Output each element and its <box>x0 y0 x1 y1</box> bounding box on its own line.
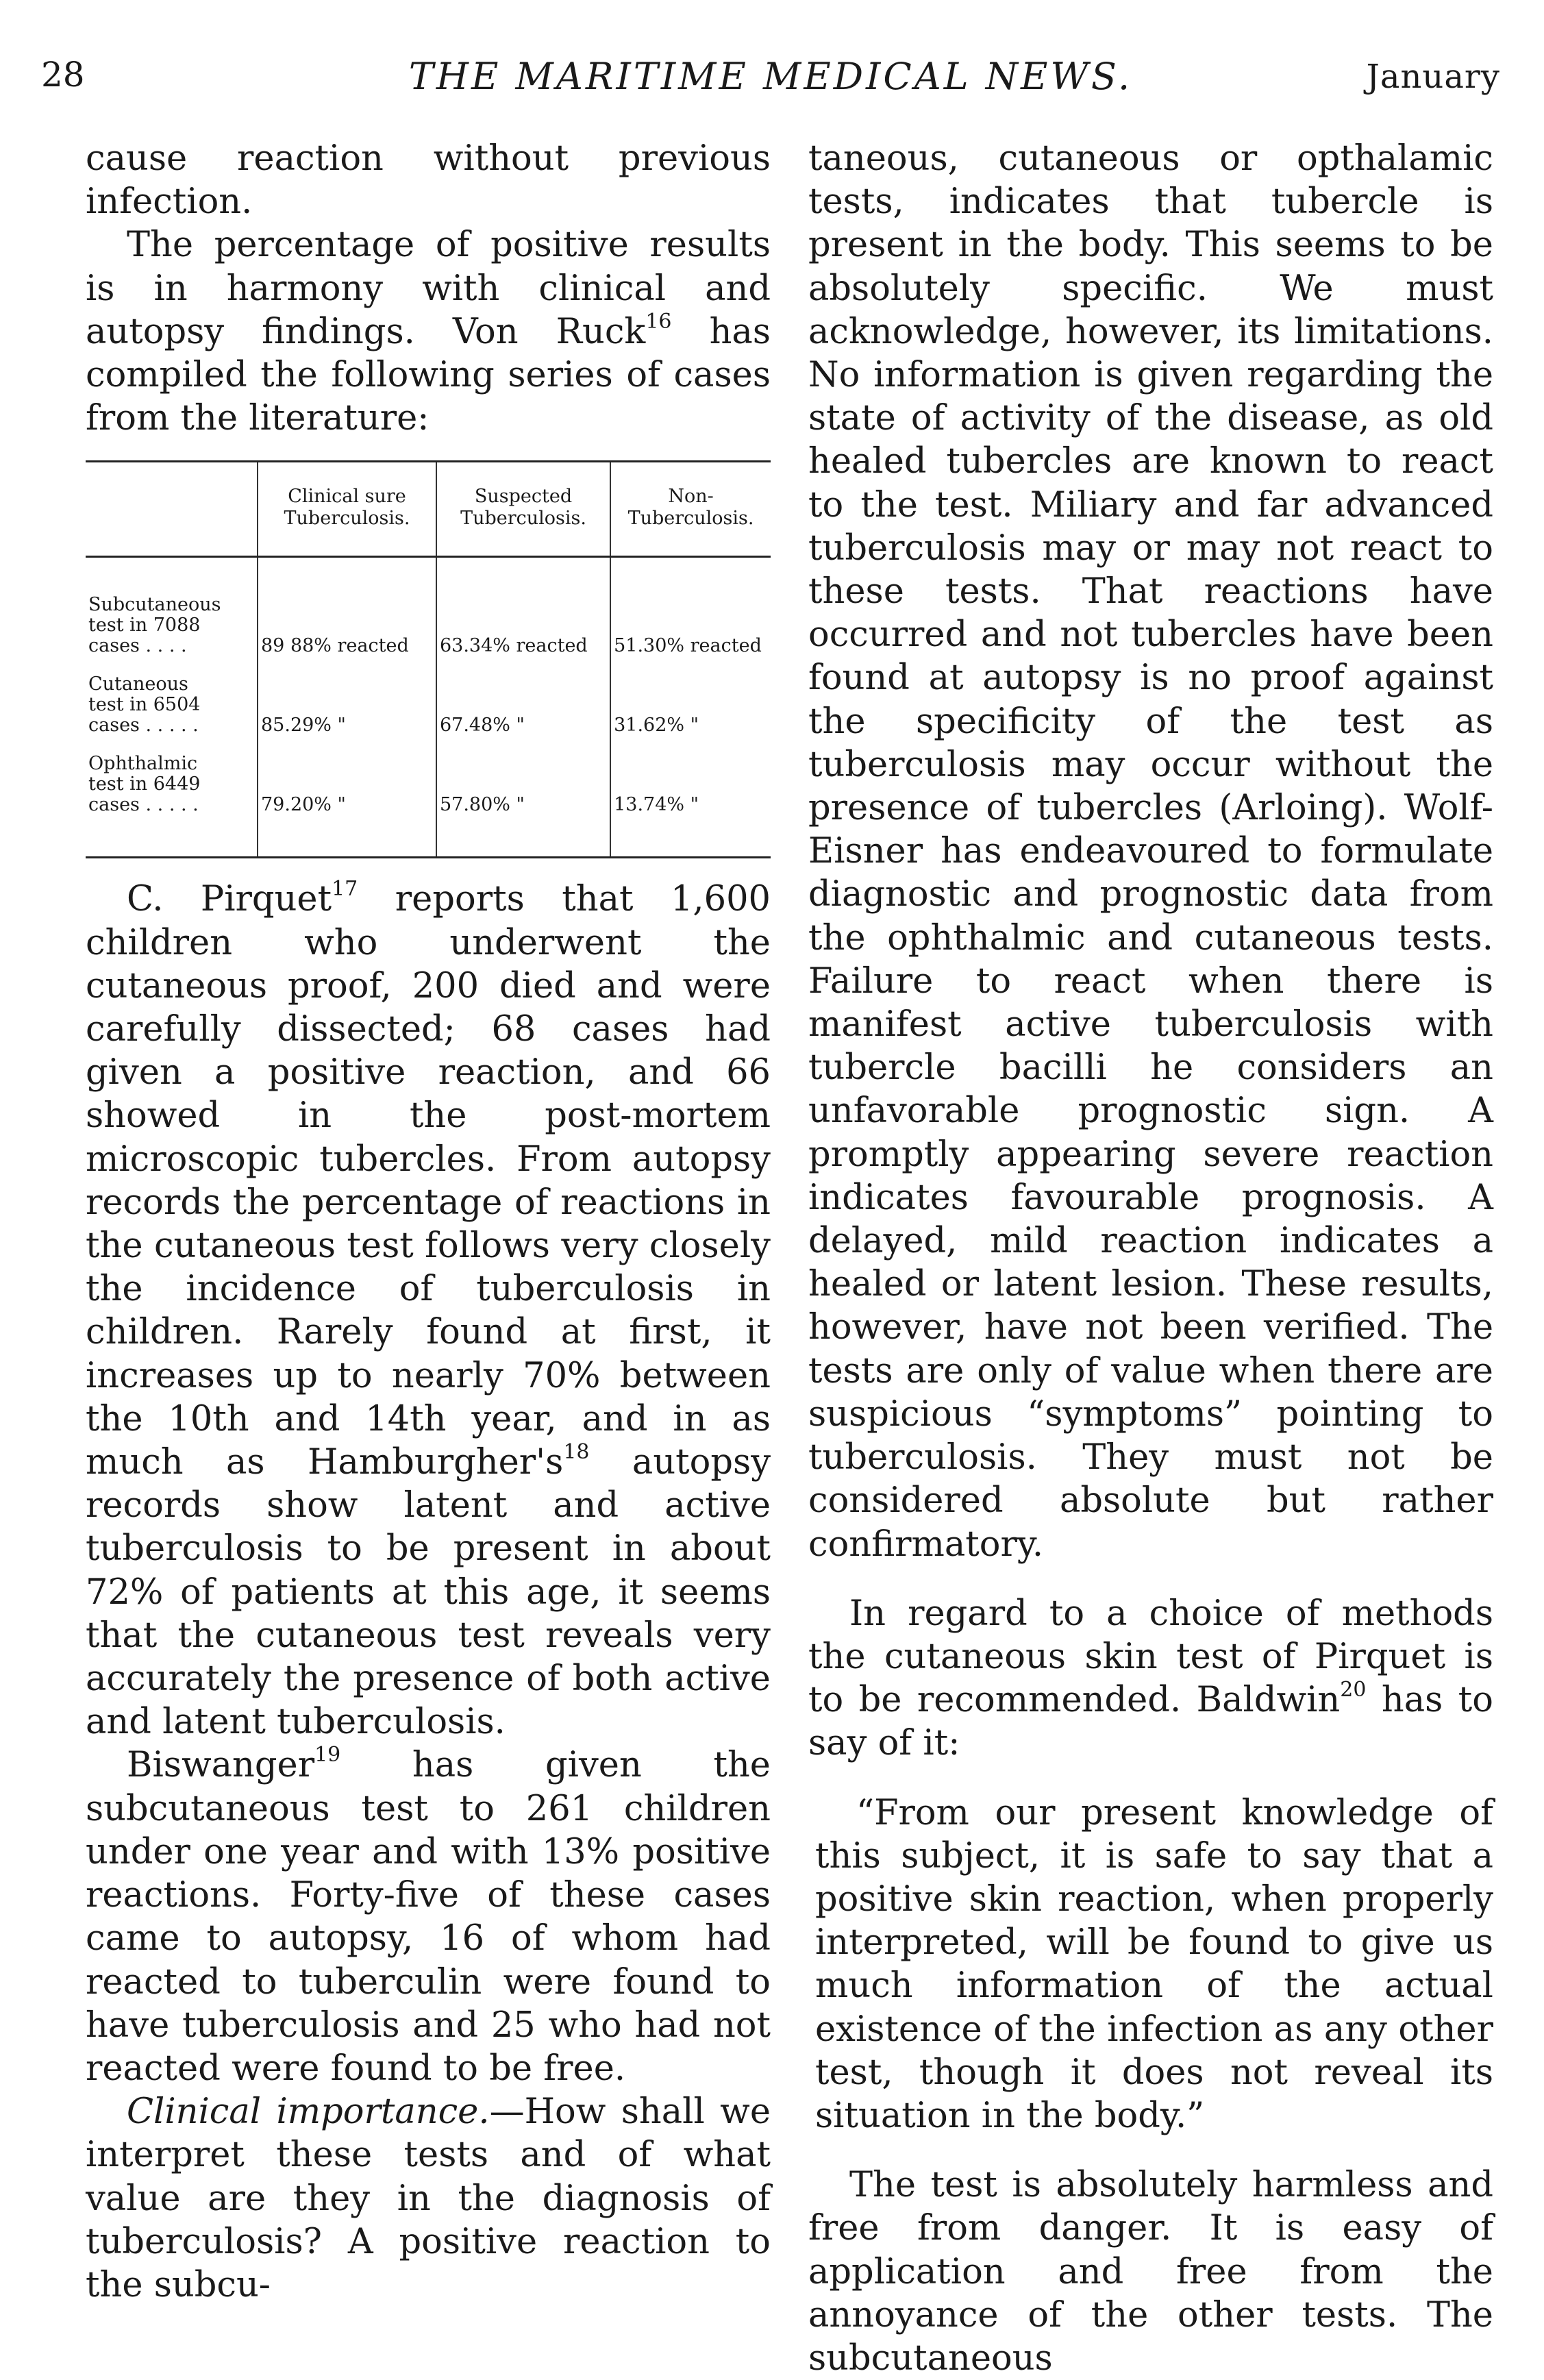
paragraph-text: autopsy records show latent and active tuberculosis to be present in about 72% of patients at this age, it seems that the cutaneous test reveals very accurately the presence of both active and latent tuberculosis. <box>86 1442 771 1743</box>
paragraph <box>808 1592 1493 1765</box>
table-row <box>86 662 771 741</box>
section-heading: Clinical importance. <box>127 2092 490 2133</box>
block-quote: “From our present knowledge of this subject, it is safe to say that a positive skin reaction, when properly interpreted, will be found to give us much information of the actual existence of the infection as any other test, though it does not reveal its situation in the body.” <box>815 1792 1493 2136</box>
footnote-ref: 20 <box>1340 1678 1367 1702</box>
paragraph-text: has compiled the following series of cases from the literature: <box>86 311 771 439</box>
left-column <box>86 137 771 2307</box>
page-header <box>41 55 1500 110</box>
paragraph-text: Biswanger <box>127 1745 315 1786</box>
table-header-row <box>86 462 771 557</box>
tuberculin-results-table <box>86 460 771 858</box>
table-cell: 67.48% " <box>436 662 610 741</box>
table-header-suspected: Suspected Tuberculosis. <box>436 462 610 557</box>
paragraph-text: has given the subcutaneous test to 261 children under one year and with 13% positive reactions. Forty-five of these cases came to autopsy, 16 of whom had reacted to tuberculin were found to have tuberculosis and 25 who had not reacted were found to be free. <box>86 1745 771 2089</box>
table-cell: 13.74% " <box>610 741 771 858</box>
table-cell: 31.62% " <box>610 662 771 741</box>
table-header-non-tuberculosis: Non-Tuberculosis. <box>610 462 771 557</box>
table-cell: 79.20% " <box>258 741 436 858</box>
row-label: Cutaneous test in 6504 cases . . . . . <box>88 673 201 736</box>
paragraph-text: C. Pirquet <box>127 879 332 920</box>
paragraph <box>86 878 771 1744</box>
table-cell: 89 88% reacted <box>258 557 436 662</box>
paragraph <box>86 2090 771 2307</box>
footnote-ref: 18 <box>563 1440 590 1465</box>
paragraph: The test is absolutely harmless and free from danger. It is easy of application and free from the annoyance of the other tests. The subcutaneous <box>808 2165 1493 2379</box>
paragraph-text: reports that 1,600 children who underwent the cutaneous proof, 200 died and were carefully dissected; 68 cases had given a positive reaction, and 66 showed in the post-mortem microscopic tubercles. From autopsy records the percentage of reactions in the cutaneous test follows very closely the incidence of tuberculosis in children. Rarely found at first, it increases up to nearly 70% between the 10th and 14th year, and in as much as Hamburgher's <box>86 879 771 1483</box>
journal-title: THE MARITIME MEDICAL NEWS. <box>408 55 1133 98</box>
table-row <box>86 557 771 662</box>
paragraph-text: —How shall we interpret these tests and of what value are they in the diagnosis of tuberculosis? A positive reaction to the subcu- <box>86 2092 771 2305</box>
table-cell: 51.30% reacted <box>610 557 771 662</box>
table-row <box>86 741 771 858</box>
table-header-empty <box>86 462 258 557</box>
footnote-ref: 19 <box>314 1743 341 1768</box>
table-cell: 63.34% reacted <box>436 557 610 662</box>
row-label: Subcutaneous test in 7088 cases . . . . <box>88 594 221 657</box>
table-header-clinical: Clinical sure Tuberculosis. <box>258 462 436 557</box>
right-column <box>808 137 1493 2380</box>
page-number: 28 <box>41 55 85 95</box>
paragraph <box>86 1744 771 2090</box>
footnote-ref: 17 <box>332 877 358 902</box>
table-cell: 85.29% " <box>258 662 436 741</box>
paragraph <box>86 223 771 440</box>
table-cell: 57.80% " <box>436 741 610 858</box>
paragraph: cause reaction without previous infection. <box>86 138 771 223</box>
row-label: Ophthalmic test in 6449 cases . . . . . <box>86 741 258 858</box>
paragraph-text: In regard to a choice of methods the cutaneous skin test of Pirquet is to be recommended. Baldwin <box>808 1593 1493 1721</box>
footnote-ref: 16 <box>645 309 672 334</box>
statistics-table-wrap <box>86 460 771 858</box>
paragraph-text: has to say of it: <box>808 1680 1493 1764</box>
paragraph: taneous, cutaneous or opthalamic tests, indicates that tubercle is present in the body. This seems to be absolutely specific. We must acknowledge, however, its limitations. No information is given regarding the state of activity of the disease, as old healed tubercles are known to react to the test. Miliary and far advanced tuberculosis may or may not react to these tests. That reactions have occurred and not tubercles have been found at autopsy is no proof against the specificity of the test as tuberculosis may occur without the presence of tubercles (Arloing). Wolf-Eisner has endeavoured to formulate diagnostic and prognostic data from the ophthalmic and cutaneous tests. Failure to react when there is manifest active tuberculosis with tubercle bacilli he considers an unfavorable prognostic sign. A promptly appearing severe reaction indicates favourable prognosis. A delayed, mild reaction indicates a healed or latent lesion. These results, however, have not been verified. The tests are only of value when there are suspicious “symptoms” pointing to tuberculosis. They must not be considered absolute but rather confirmatory. <box>808 138 1493 1565</box>
issue-month: January <box>1366 58 1500 96</box>
paragraph-text: The percentage of positive results is in harmony with clinical and autopsy findings. Von Ruck <box>86 225 771 352</box>
